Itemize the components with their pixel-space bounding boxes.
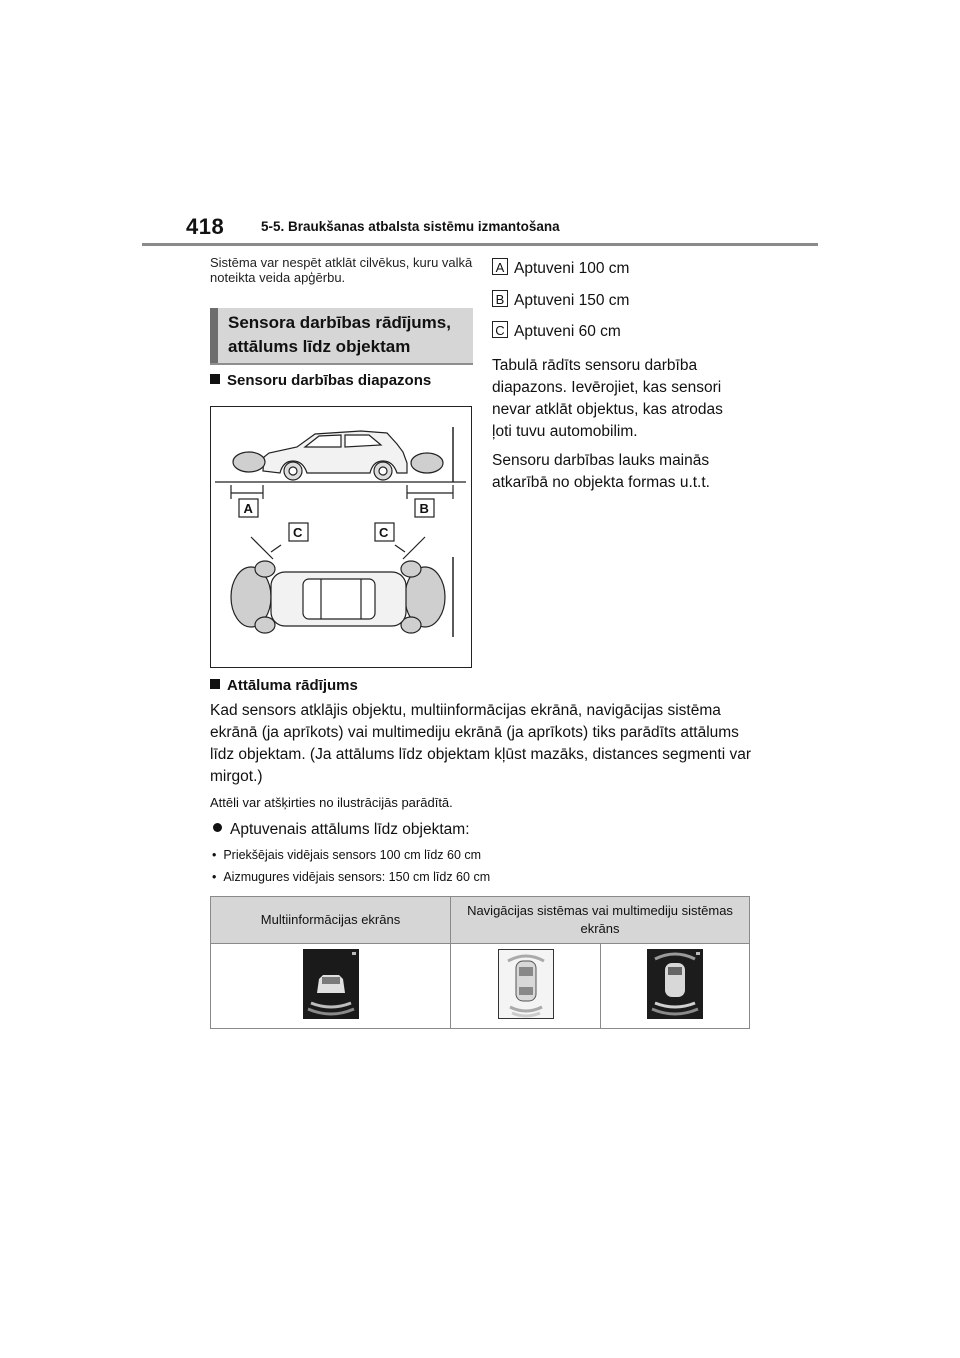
diagram-labels [239,499,434,541]
nav-screen-cell-2 [601,944,750,1029]
section-heading-underline [210,363,473,365]
range-item-c-text: Aptuveni 60 cm [514,323,621,340]
label-b: B [419,501,429,516]
range-item-b [492,290,752,322]
range-subheading [210,372,431,389]
sensor-range-illustration [211,407,470,666]
label-a: A [243,501,253,516]
distance-subheading [210,677,358,694]
section-title: 5-5. Braukšanas atbalsta sistēmu izmantošana [261,219,560,234]
nav-screen-image-rear-view [647,949,703,1019]
label-c1: C [293,525,303,540]
multiinfo-screen-cell [211,944,451,1029]
round-bullet-icon [213,823,222,832]
image-note: Attēli var atšķirties no ilustrācijās parādītā. [210,795,453,810]
display-table-images [211,944,750,1029]
range-item-a-text: Aptuveni 100 cm [514,260,630,277]
right-column [492,258,752,494]
header-rule [142,243,818,246]
distance-subheading-text: Attāluma rādījums [227,677,358,694]
range-item-c [492,321,752,353]
range-item-a [492,258,752,290]
col-multiinfo-header: Multiinformācijas ekrāns [211,897,451,944]
distance-bullet [210,821,470,839]
range-paragraph-2: Sensoru darbības lauks mainās atkarībā no objekta formas u.t.t. [492,451,710,491]
range-item-c-label: C [492,321,508,338]
range-subheading-text: Sensoru darbības diapazons [227,372,432,389]
nav-screen-cell-1 [451,944,601,1029]
clothing-note: Sistēma var nespēt atklāt cilvēkus, kuru valkā noteikta veida apģērbu. [210,255,473,285]
sub-bullet-front: • Priekšējais vidējais sensors 100 cm līdz 60 cm [212,848,482,862]
label-c2: C [379,525,389,540]
section-heading-line1: Sensora darbības rādījums, [228,313,451,332]
distance-body: Kad sensors atklājis objektu, multiinformācijas ekrānā, navigācijas sistēma ekrānā (ja aprīkots) vai multimediju ekrānā (ja aprīkots) tiks parādīts attālums līdz objektam. (Ja attālums līdz objektam kļūst mazāks, distances segmenti var mirgot.) [210,702,751,785]
range-item-b-text: Aptuveni 150 cm [514,291,630,309]
range-item-b-label: B [492,290,508,307]
range-paragraph-1: Tabulā rādīts sensoru darbība diapazons. Ievērojiet, kas sensori nevar atklāt objektus, kas atrodas ļoti tuvu automobilim. [492,356,723,440]
section-heading-line2: attālums līdz objektam [228,337,411,356]
multiinfo-screen-image [303,949,359,1019]
section-heading [210,308,473,364]
distance-bullet-text: Aptuvenais attālums līdz objektam: [230,821,470,838]
square-bullet-icon [210,374,220,384]
col-nav-header: Navigācijas sistēmas vai multimediju sistēmas ekrāns [451,897,750,944]
top-view [231,537,445,633]
page-number: 418 [186,214,225,239]
display-table-header [211,897,750,944]
square-bullet-icon [210,679,220,689]
sensor-range-diagram [210,406,472,668]
nav-screen-image-top-view [498,949,554,1019]
sub-bullet-rear: • Aizmugures vidējais sensors: 150 cm līdz 60 cm [212,870,491,884]
range-item-a-label: A [492,258,508,275]
display-table [210,896,750,1029]
sub-bullet-rear-text: Aizmugures vidējais sensors: 150 cm līdz 60 cm [223,870,491,884]
sub-bullet-front-text: Priekšējais vidējais sensors 100 cm līdz 60 cm [223,848,482,862]
